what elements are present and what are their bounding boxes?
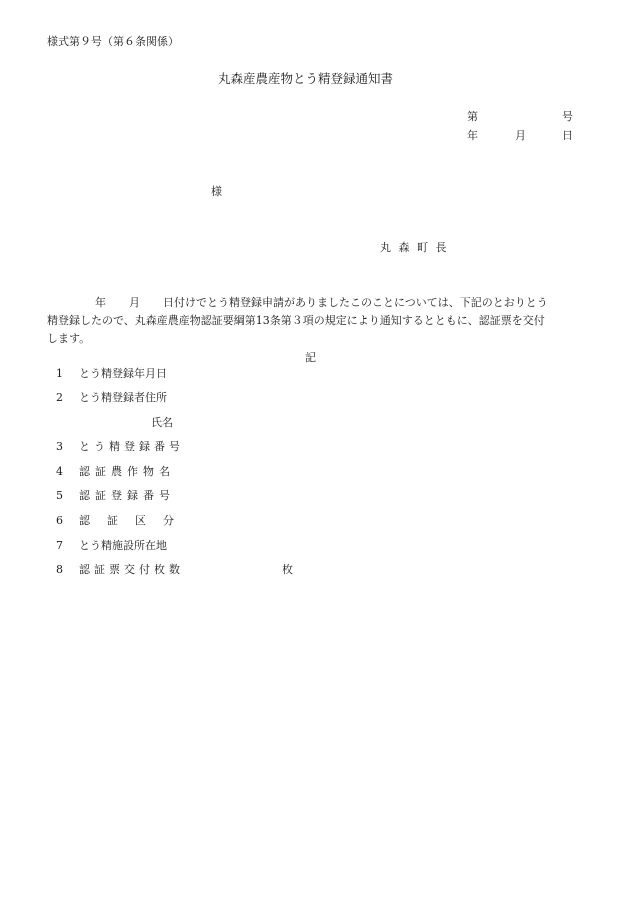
document-title: 丸森産農産物とう精登録通知書 [218,71,394,86]
item-number: 8 [56,563,63,576]
item-number: 7 [56,539,63,552]
form-number: 様式第９号（第６条関係） [47,35,179,48]
item-number: 5 [56,489,63,502]
date-year-label: 年 [467,129,478,142]
item-label-certification-registration-number: 認証登録番号 [79,489,175,502]
body-month-label: 月 [129,296,140,309]
body-paragraph [47,294,579,348]
item-label-milling-registration-date: とう精登録年月日 [79,367,167,380]
item-unit-sheets: 枚 [282,563,293,576]
item-label-milling-facility-location: とう精施設所在地 [79,539,167,552]
section-heading-ki: 記 [305,351,316,364]
item-number: 4 [56,465,63,478]
body-line-1 [47,294,579,312]
date-day-label: 日 [562,129,573,142]
item-label-certification-label-count: 認証票交付枚数 [79,563,184,576]
recipient-honorific: 様 [211,185,222,198]
item-number: 3 [56,440,63,453]
body-line-2: 精登録したので、丸森産農産物認証要綱第13条第３項の規定により通知するとともに、認証票を交付 [47,314,545,327]
body-year-label: 年 [95,296,106,309]
item-number: 1 [56,367,63,380]
item-label-certification-category: 認証区分 [79,514,191,527]
item-label-registrant-address: とう精登録者住所 [79,391,167,404]
item-number: 6 [56,514,63,527]
reference-number-label: 第 [467,110,478,123]
item-label-registrant-name: 氏名 [151,416,173,429]
body-line-1-text: 日付けでとう精登録申請がありましたこのことについては、下記のとおりとう [163,296,548,309]
item-label-certified-crop-name: 認証農作物名 [79,465,175,478]
item-label-milling-registration-number: とう精登録番号 [79,440,184,453]
issuer-title: 丸 森 町 長 [380,241,449,254]
reference-number-suffix: 号 [562,110,573,123]
item-number: 2 [56,391,63,404]
body-line-3: します。 [47,332,91,345]
date-month-label: 月 [515,129,526,142]
